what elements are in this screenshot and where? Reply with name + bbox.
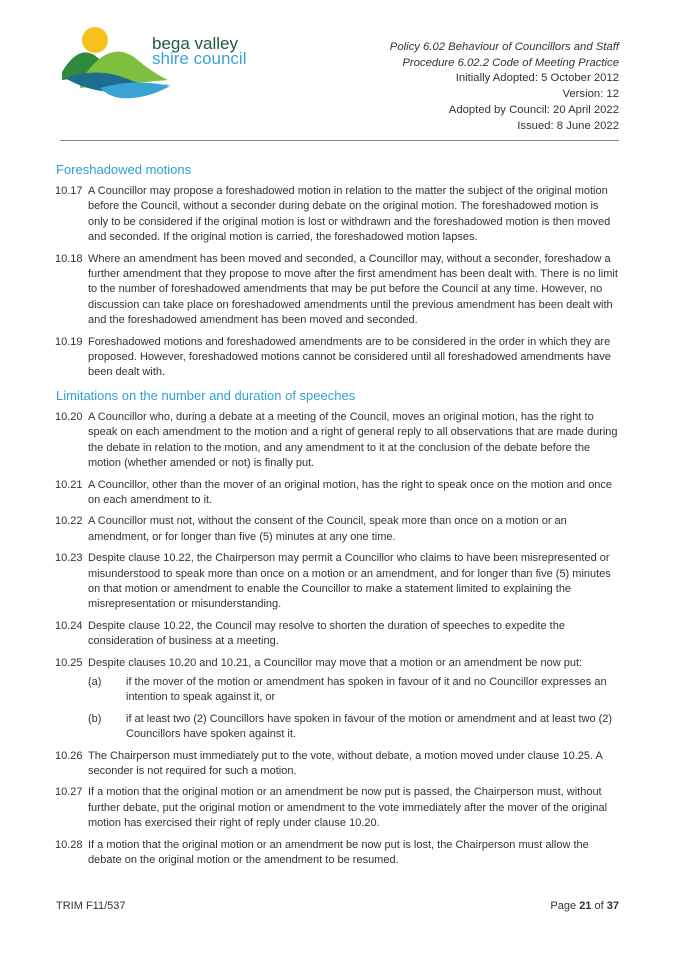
version: Version: 12 bbox=[562, 88, 619, 101]
section-heading-foreshadowed: Foreshadowed motions bbox=[56, 162, 192, 177]
section-heading-speeches: Limitations on the number and duration of speeches bbox=[56, 387, 356, 403]
clause-number: 10.21 bbox=[55, 478, 83, 491]
page-number bbox=[550, 900, 619, 912]
clause-10-23 bbox=[55, 551, 621, 613]
clause-10-25 bbox=[55, 656, 621, 671]
clause-number: 10.19 bbox=[55, 335, 83, 348]
clause-number: 10.20 bbox=[55, 410, 83, 423]
clause-10-17 bbox=[55, 184, 621, 246]
clause-text: The Chairperson must immediately put to the vote, without debate, a motion moved under clause 10.25. A seconder is not required for such a motion. bbox=[88, 749, 603, 777]
clause-10-26 bbox=[55, 749, 621, 780]
adopted-by-council: Adopted by Council: 20 April 2022 bbox=[448, 103, 619, 116]
issued-date: Issued: 8 June 2022 bbox=[517, 119, 619, 132]
clause-text: A Councillor may propose a foreshadowed motion in relation to the matter the subject of the original motion before the Council, without a seconder during debate on the original motion. The foreshadowed motion is only to be considered if the original motion is lost or withdrawn and the foreshadowed motion is then moved and seconded. If the original motion is carried, the foreshadowed motion lapses. bbox=[88, 185, 611, 244]
clause-number: 10.22 bbox=[55, 515, 83, 528]
clause-text: Despite clause 10.22, the Chairperson may permit a Councillor who claims to have been misrepresented or misunderstood to speak more than once on a motion or an amendment, and for longer than five (5) minutes on that motion or amendment to enable the Councillor to make a statement limited to explaining the misrepresentation or misunderstanding. bbox=[88, 552, 611, 611]
document-body bbox=[55, 161, 621, 874]
clause-number: 10.27 bbox=[55, 786, 83, 799]
clause-10-20 bbox=[55, 410, 621, 472]
clause-number: 10.26 bbox=[55, 749, 83, 762]
logo-line-1: bega valley bbox=[152, 34, 239, 53]
policy-title: Policy 6.02 Behaviour of Councillors and Staff bbox=[389, 41, 619, 53]
clause-number: 10.25 bbox=[55, 656, 83, 669]
clause-10-18 bbox=[55, 252, 621, 329]
clause-10-24 bbox=[55, 619, 621, 650]
clause-number: 10.17 bbox=[55, 185, 83, 197]
clause-number: 10.18 bbox=[55, 252, 83, 265]
procedure-title: Procedure 6.02.2 Code of Meeting Practice bbox=[402, 56, 619, 69]
clause-text: Despite clause 10.22, the Council may resolve to shorten the duration of speeches to expedite the consideration of business at a meeting. bbox=[88, 619, 565, 648]
clause-text: Where an amendment has been moved and seconded, a Councillor may, without a seconder, foreshadow a further amendment that they propose to move after the first amendment has been dealt with. There is no limit to the number of foreshadowed amendments that may be put before the Council at any time. However, no discussion can take place on foreshadowed amendments until the previous amendment has been dealt with and the foreshadowed amendment has been moved and seconded. bbox=[88, 252, 618, 327]
page-footer bbox=[56, 900, 619, 912]
clause-text: If a motion that the original motion or an amendment be now put is lost, the Chairperson must allow the debate on the original motion or the amendment to be resumed. bbox=[88, 838, 589, 867]
header-divider bbox=[60, 140, 619, 141]
clause-number: 10.23 bbox=[55, 552, 83, 565]
clause-10-19 bbox=[55, 335, 621, 381]
total-pages: 37 bbox=[606, 900, 619, 912]
page-prefix: Page bbox=[550, 900, 577, 912]
clause-10-28 bbox=[55, 838, 621, 869]
initially-adopted: Initially Adopted: 5 October 2012 bbox=[455, 72, 619, 85]
clause-text: A Councillor, other than the mover of an original motion, has the right to speak once on the motion and once on each amendment to it. bbox=[88, 478, 613, 506]
subitem-text: if the mover of the motion or amendment has spoken in favour of it and no Councillor expresses an intention to speak against it, or bbox=[126, 675, 607, 704]
page-of: of bbox=[594, 900, 604, 912]
clause-text: Despite clauses 10.20 and 10.21, a Councillor may move that a motion or an amendment be now put: bbox=[88, 656, 583, 669]
council-logo bbox=[60, 22, 290, 102]
clause-10-21 bbox=[55, 478, 621, 509]
clause-text: If a motion that the original motion or an amendment be now put is passed, the Chairperson must, without further debate, put the original motion or amendment to the vote immediately after the mover of the original motion has exercised their right of reply under clause 10.20. bbox=[88, 786, 608, 830]
current-page: 21 bbox=[579, 900, 592, 912]
clause-text: Foreshadowed motions and foreshadowed amendments are to be considered in the order in which they are proposed. However, foreshadowed motions cannot be considered until all foreshadowed amendments have been dealt with. bbox=[88, 335, 611, 379]
subitem-text: if at least two (2) Councillors have spoken in favour of the motion or amendment and at least two (2) Councillors have spoken against it. bbox=[126, 712, 613, 741]
clause-10-22 bbox=[55, 514, 621, 545]
clause-10-27 bbox=[55, 785, 621, 831]
clause-number: 10.24 bbox=[55, 619, 83, 632]
logo-line-2: shire council bbox=[152, 49, 247, 68]
subitem-number: (b) bbox=[88, 712, 102, 725]
subitem-a bbox=[88, 675, 621, 706]
subitem-number: (a) bbox=[88, 675, 102, 688]
clause-number: 10.28 bbox=[55, 838, 83, 851]
clause-text: A Councillor who, during a debate at a meeting of the Council, moves an original motion, has the right to speak on each amendment to the motion and a right of general reply to all observations that are made during the debate in relation to the motion, and any amendment to it at the conclusion of the debate before the motion (whether amended or not) is finally put. bbox=[88, 410, 618, 470]
trim-reference: TRIM F11/537 bbox=[56, 900, 126, 912]
subitem-b bbox=[88, 712, 621, 743]
document-header bbox=[289, 40, 619, 134]
clause-text: A Councillor must not, without the consent of the Council, speak more than once on a motion or an amendment, or for longer than five (5) minutes at any one time. bbox=[88, 515, 567, 543]
